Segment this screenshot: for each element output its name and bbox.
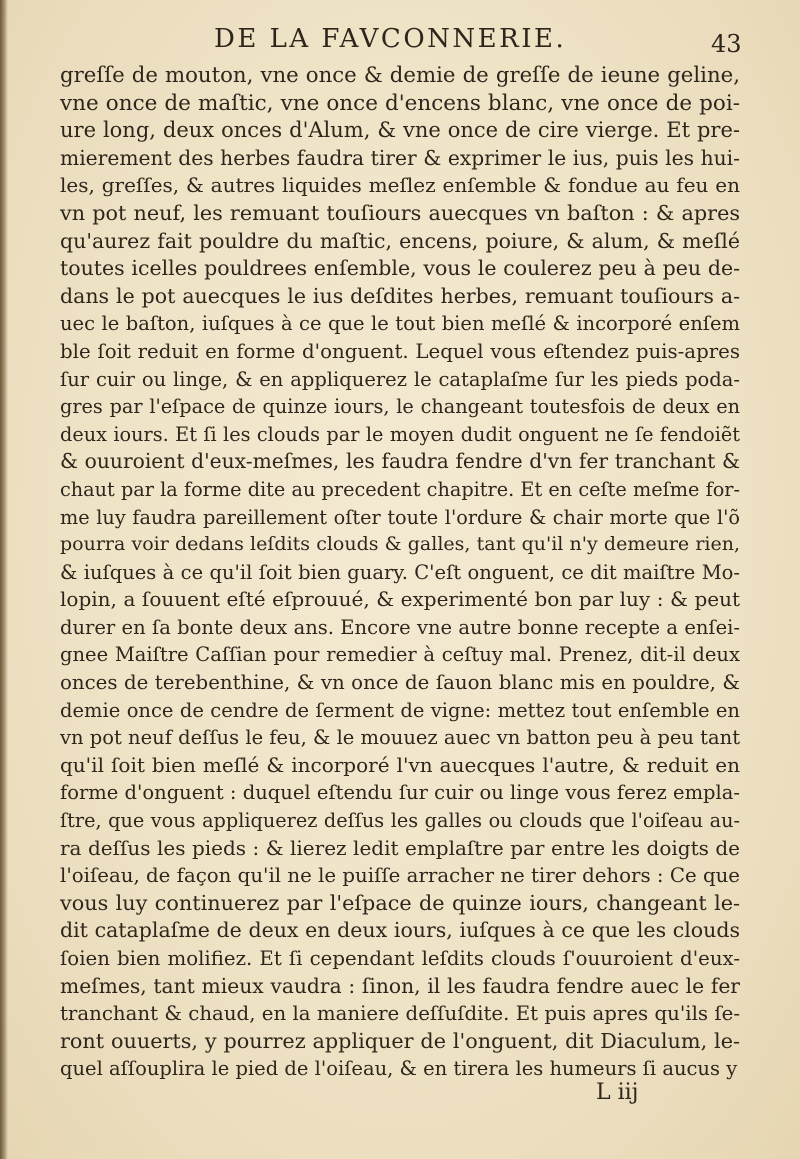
text-line: ront ouuerts, y pourrez appliquer de l'onguent, dit Diaculum, le- xyxy=(60,1028,740,1053)
running-head xyxy=(60,22,800,62)
text-line: toutes icelles pouldrees enſemble, vous le coulerez peu à peu de- xyxy=(60,256,740,281)
text-line: l'oiſeau, de façon qu'il ne le puiſſe arracher ne tirer dehors : Ce que xyxy=(60,864,740,888)
running-head-title: DE LA FAVCONNERIE. xyxy=(214,24,567,54)
text-line: pourra voir dedans leſdits clouds & galles, tant qu'il n'y demeure rien, xyxy=(60,533,740,556)
text-line: & ouuroient d'eux-meſmes, les faudra fendre d'vn fer tranchant & xyxy=(60,449,740,474)
text-line: quel aſſouplira le pied de l'oiſeau, & en tirera les humeurs ſi aucus y xyxy=(60,1057,738,1081)
page-binding-edge xyxy=(0,0,8,1159)
page-number: 43 xyxy=(711,30,742,58)
text-line: gnee Maiſtre Caſſian pour remedier à ceſtuy mal. Prenez, dit-il deux xyxy=(60,643,740,667)
text-line: forme d'onguent : duquel eſtendu ſur cuir ou linge vous ferez empla- xyxy=(60,781,740,805)
text-line: ble ſoit reduit en forme d'onguent. Lequel vous eſtendez puis-apres xyxy=(60,339,740,363)
text-line: mierement des herbes faudra tirer & exprimer le ius, puis les hui- xyxy=(60,145,740,170)
text-line: uec le baſton, iuſques à ce que le tout bien meſlé & incorporé enſem xyxy=(60,312,740,336)
text-line: chaut par la forme dite au precedent chapitre. Et en ceſte meſme for- xyxy=(60,477,740,501)
text-line: & iuſques à ce qu'il ſoit bien guary. C'eſt onguent, ce dit maiſtre Mo- xyxy=(60,560,740,584)
text-line: vous luy continuerez par l'eſpace de quinze iours, changeant le- xyxy=(60,890,740,915)
text-line: les, greſſes, & autres liquides meſlez enſemble & fondue au feu en xyxy=(60,173,740,198)
text-line: me luy faudra pareillement oſter toute l'ordure & chair morte que l'õ xyxy=(60,505,740,529)
text-line: vne once de maſtic, vne once d'encens blanc, vne once de poi- xyxy=(60,90,740,116)
text-line: ra deſſus les pieds : & lierez ledit emplaſtre par entre les doigts de xyxy=(60,835,740,860)
text-line: qu'il ſoit bien meſlé & incorporé l'vn auecques l'autre, & reduit en xyxy=(60,752,740,777)
text-line: dit cataplaſme de deux en deux iours, iuſques à ce que les clouds xyxy=(60,918,740,943)
text-line: ure long, deux onces d'Alum, & vne once de cire vierge. Et pre- xyxy=(60,118,740,143)
text-line: vn pot neuf, les remuant touſiours auecques vn baſton : & apres xyxy=(60,200,740,225)
text-line: vn pot neuf deſſus le feu, & le mouuez auec vn batton peu à peu tant xyxy=(60,726,741,750)
text-line: ſur cuir ou linge, & en appliquerez le cataplaſme ſur les pieds poda- xyxy=(60,367,740,391)
text-line: demie once de cendre de ſerment de vigne: mettez tout enſemble en xyxy=(60,698,740,722)
text-line: gres par l'eſpace de quinze iours, le changeant toutesfois de deux en xyxy=(60,395,740,419)
body-text xyxy=(60,62,740,1083)
text-line: tranchant & chaud, en la maniere deſſuſdite. Et puis apres qu'ils ſe- xyxy=(60,1002,740,1026)
text-line: deux iours. Et ſi les clouds par le moyen dudit onguent ne ſe fendoiẽt xyxy=(60,422,740,446)
text-line: onces de terebenthine, & vn once de ſauon blanc mis en pouldre, & xyxy=(60,671,740,695)
text-line: dans le pot auecques le ius deſdites herbes, remuant touſiours a- xyxy=(60,283,740,308)
text-line: qu'aurez fait pouldre du maſtic, encens, poiure, & alum, & meſlé xyxy=(60,228,740,253)
text-line: meſmes, tant mieux vaudra : ſinon, il les faudra fendre auec le fer xyxy=(60,973,740,998)
text-line: greſſe de mouton, vne once & demie de greſſe de ieune geline, xyxy=(60,63,740,88)
text-line: durer en ſa bonte deux ans. Encore vne autre bonne recepte a enſei- xyxy=(60,615,740,639)
text-line: ſoien bien molifiez. Et ſi cependant leſdits clouds ſ'ouuroient d'eux- xyxy=(60,947,740,970)
text-line: lopin, a ſouuent eſté eſprouué, & experimenté bon par luy : & peut xyxy=(60,587,740,612)
signature-mark: L iij xyxy=(596,1080,639,1105)
text-line: ſtre, que vous appliquerez deſſus les galles ou clouds que l'oiſeau au- xyxy=(60,809,740,833)
